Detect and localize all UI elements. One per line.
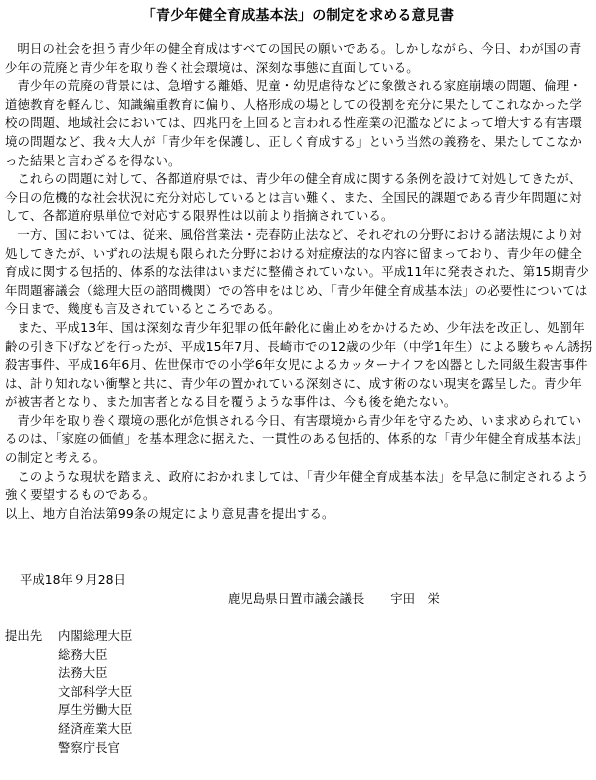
recipients-list (5, 627, 132, 757)
recipient-item: 内閣総理大臣 (58, 628, 133, 643)
document-date: 平成18年９月28日 (20, 572, 126, 587)
closing-statement: 以上、地方自治法第99条の規定により意見書を提出する。 (5, 505, 335, 521)
signer-title: 鹿児島県日置市議会議長 (228, 591, 365, 606)
recipient-item: 法務大臣 (58, 665, 108, 681)
paragraph-2: 青少年の荒廃の背景には、急増する離婚、児童・幼児虐待などに象徴される家庭崩壊の問題、倫理・道徳教育を軽んじ、知識編重教育に偏り、人格形成の場としての役割を充分に果たしてこれなかった学校の問題、地域社会においては、四兆円を上回ると言われる性産業の氾濫などによって増大する有害環境の問題など、我々大人が「青少年を保護し、正しく育成する」という当然の義務を、果たしてこなかった結果と言わざるを得ない。 (5, 78, 582, 168)
document-body (5, 40, 593, 523)
recipients-block (5, 627, 132, 757)
signer-name: 宇田 栄 (390, 591, 440, 606)
recipient-item: 総務大臣 (58, 646, 108, 662)
recipient-item: 経済産業大臣 (58, 720, 133, 736)
recipient-item: 文部科学大臣 (58, 683, 133, 699)
paragraph-6: 青少年を取り巻く環境の悪化が危惧される今日、有害環境から青少年を守るため、いま求められているのは、「家庭の価値」を基本理念に据えた、一貫性のある包括的、体系的な「青少年健全育成基本法」の制定と考える。 (5, 412, 589, 466)
recipients-label: 提出先 (5, 628, 43, 643)
paragraph-5: また、平成13年、国は深刻な青少年犯罪の低年齢化に歯止めをかけるため、少年法を改正し、処罰年齢の引き下げなどを行ったが、平成15年7月、長崎市での12歳の少年（中学1年生）による駿ちゃん誘拐殺害事件、平成16年6月、佐世保市での小学6年女児によるカッターナイフを凶器とした同級生殺害事件は、計り知れない衝撃と共に、青少年の置かれている深刻さに、成す術のない現実を露呈した。青少年が被害者となり、また加害者となる目を覆うような事件は、今も後を絶たない。 (5, 319, 593, 410)
paragraph-7: このような現状を踏まえ、政府におかれましては、「青少年健全育成基本法」を早急に制定されるよう強く要望するものである。 (5, 468, 589, 503)
recipient-item: 厚生労働大臣 (58, 702, 133, 718)
paragraph-1: 明日の社会を担う青少年の健全育成はすべての国民の願いである。しかしながら、今日、わが国の青少年の荒廃と青少年を取り巻く社会環境は、深刻な事態に直面している。 (5, 41, 582, 75)
paragraph-4: 一方、国においては、従来、風俗営業法・売春防止法など、それぞれの分野における諸法規により対処してきたが、いずれの法規も限られた分野における対症療法的な内容に留まっており、青少年の健全育成に関する包括的、体系的な法律はいまだに整備されていない。平成11年に発表された、第15期青少年問題審議会（総理大臣の諮問機関）での答申をはじめ、「青少年健全育成基本法」の必要性については今日まで、幾度も言及されているところである。 (5, 226, 589, 317)
recipient-item: 警察庁長官 (58, 739, 120, 755)
document-title: 「青少年健全育成基本法」の制定を求める意見書 (141, 8, 455, 24)
signer-block (228, 590, 440, 608)
paragraph-3: これらの問題に対して、各都道府県では、青少年の健全育成に関する条例を設けて対処してきたが、今日の危機的な社会状況に充分対応しているとは言い難く、また、全国民的課題である青少年問題に対して、各都道府県単位で対応する限界性は以前より指摘されている。 (5, 171, 582, 224)
